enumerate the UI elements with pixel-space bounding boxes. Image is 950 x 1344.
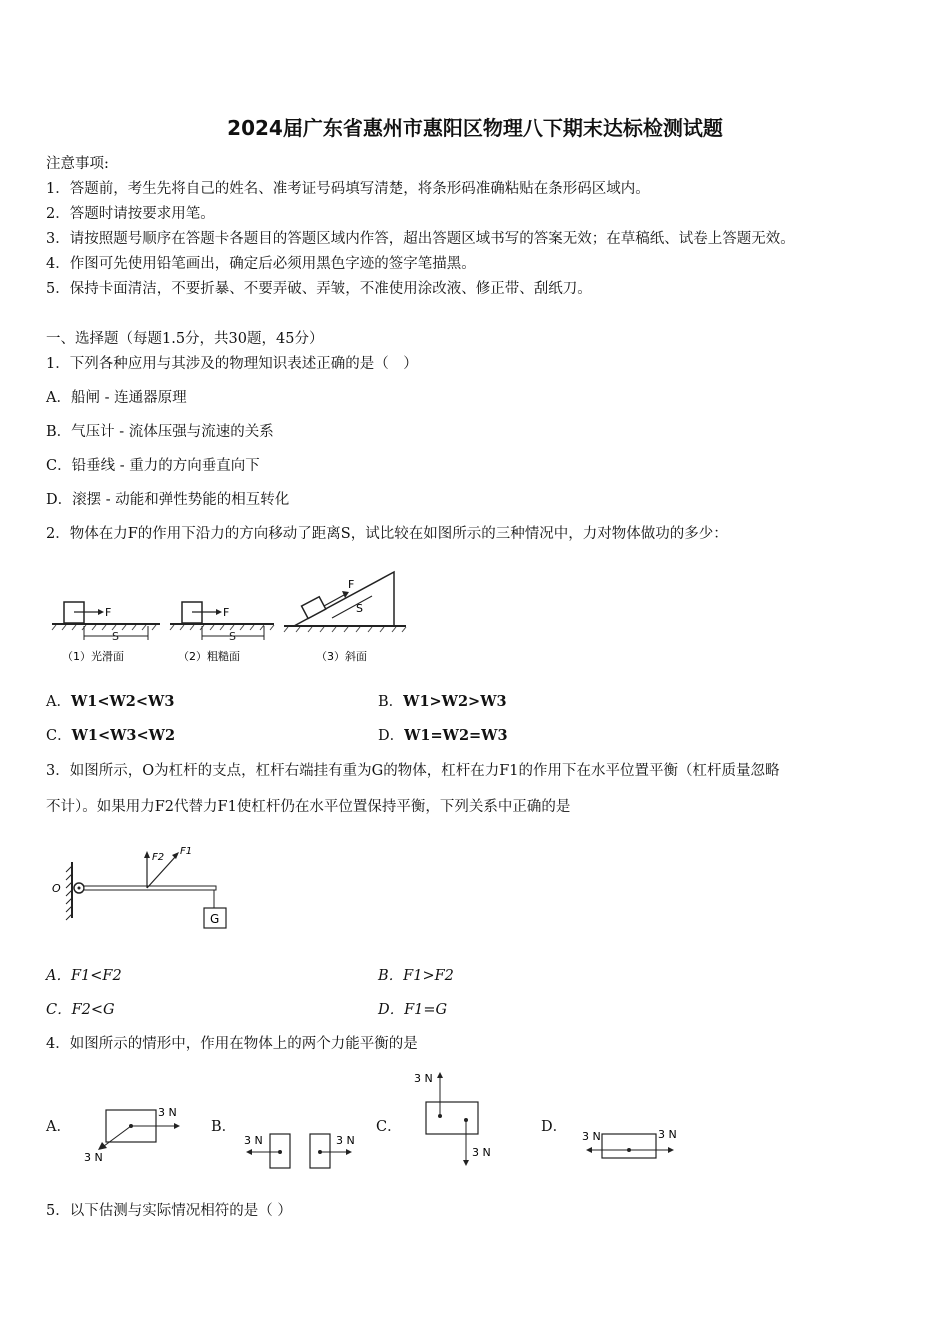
q4-force-label: 3 N [472, 1146, 491, 1159]
notice-heading: 注意事项: [46, 156, 109, 172]
q4-force-label: 3 N [244, 1134, 263, 1147]
q5-stem: 5．以下估测与实际情况相符的是（ ） [46, 1203, 292, 1219]
q2-option-c-text: W1<W3<W2 [71, 727, 176, 744]
q1-option-c[interactable]: C．铅垂线 - 重力的方向垂直向下 [46, 458, 260, 474]
q2-force-label: F [348, 578, 355, 591]
notice-item: 5．保持卡面清洁，不要折暴、不要弄破、弄皱，不准使用涂改液、修正带、刮纸刀。 [46, 281, 592, 297]
q3-f1-label: F1 [180, 846, 193, 857]
q2-force-label: F [223, 606, 230, 619]
q2-option-c[interactable]: C．W1<W3<W2 [46, 727, 176, 744]
q4-force-label: 3 N [336, 1134, 355, 1147]
q4-force-label: 3 N [658, 1128, 677, 1141]
q4-force-label: 3 N [84, 1151, 103, 1164]
q2-force-label: F [105, 606, 112, 619]
q3-stem-line1: 3．如图所示，O为杠杆的支点，杠杆右端挂有重为G的物体，杠杆在力F1的作用下在水平位置平衡（杠杆质量忽略 [46, 763, 780, 779]
q1-option-b[interactable]: B．气压计 - 流体压强与流速的关系 [46, 424, 274, 440]
q2-figure [48, 568, 418, 668]
q4-force-label: 3 N [414, 1072, 433, 1085]
q4-force-label: 3 N [158, 1106, 177, 1119]
q3-option-c[interactable]: C．F2<G [46, 1002, 115, 1018]
q4-option-c-letter[interactable]: C． [376, 1119, 402, 1135]
notice-item: 4．作图可先使用铅笔画出，确定后必须用黑色字迹的签字笔描黑。 [46, 256, 476, 272]
q1-option-a[interactable]: A．船闸 - 连通器原理 [46, 390, 187, 406]
q2-option-b[interactable]: B．W1>W2>W3 [378, 693, 507, 710]
q3-option-a[interactable]: A．F1<F2 [46, 968, 122, 984]
q3-weight-label: G [210, 912, 220, 926]
q2-distance-label: S [356, 602, 363, 615]
q4-stem: 4．如图所示的情形中，作用在物体上的两个力能平衡的是 [46, 1036, 418, 1052]
q3-option-d[interactable]: D．F1=G [378, 1002, 448, 1018]
q2-fig-caption: （1）光滑面 [62, 650, 124, 663]
notice-item: 2．答题时请按要求用笔。 [46, 206, 215, 222]
q3-figure [48, 838, 248, 938]
q2-option-a[interactable]: A．W1<W2<W3 [46, 693, 175, 710]
q2-stem: 2．物体在力F的作用下沿力的方向移动了距离S，试比较在如图所示的三种情况中，力对物体做功的多少： [46, 526, 728, 542]
notice-item: 1．答题前，考生先将自己的姓名、准考证号码填写清楚，将条形码准确粘贴在条形码区域内。 [46, 181, 650, 197]
q4-option-b-letter[interactable]: B． [211, 1119, 237, 1135]
q2-distance-label: S [229, 630, 236, 643]
q4-force-label: 3 N [582, 1130, 601, 1143]
section-heading: 一、选择题（每题1.5分，共30题，45分） [46, 331, 324, 347]
page-title: 2024届广东省惠州市惠阳区物理八下期末达标检测试题 [227, 116, 723, 140]
q1-option-d[interactable]: D．滚摆 - 动能和弹性势能的相互转化 [46, 492, 290, 508]
q2-fig-caption: （3）斜面 [316, 650, 367, 663]
q4-option-b-figure[interactable] [240, 1122, 370, 1178]
notice-item: 3．请按照题号顺序在答题卡各题目的答题区域内作答，超出答题区域书写的答案无效；在草稿纸、试卷上答题无效。 [46, 231, 795, 247]
q3-option-b[interactable]: B．F1>F2 [378, 968, 454, 984]
q3-stem-line2: 不计）。如果用力F2代替力F1使杠杆仍在水平位置保持平衡，下列关系中正确的是 [46, 799, 571, 815]
q2-fig-caption: （2）粗糙面 [178, 650, 240, 663]
q2-option-b-text: W1>W2>W3 [403, 693, 507, 710]
q2-distance-label: S [112, 630, 119, 643]
q2-option-a-text: W1<W2<W3 [70, 693, 175, 710]
q3-f2-label: F2 [152, 852, 165, 863]
q2-option-d-text: W1=W2=W3 [404, 727, 508, 744]
q4-option-d-letter[interactable]: D． [541, 1119, 568, 1135]
q4-option-a-figure[interactable] [80, 1096, 190, 1170]
q4-option-a-letter[interactable]: A． [46, 1119, 71, 1135]
q4-option-c-figure[interactable] [410, 1066, 510, 1172]
q4-option-d-figure[interactable] [578, 1120, 688, 1174]
q1-stem: 1．下列各种应用与其涉及的物理知识表述正确的是（ ） [46, 356, 418, 372]
q2-option-d[interactable]: D．W1=W2=W3 [378, 727, 508, 744]
q3-pivot-label: O [52, 882, 61, 895]
